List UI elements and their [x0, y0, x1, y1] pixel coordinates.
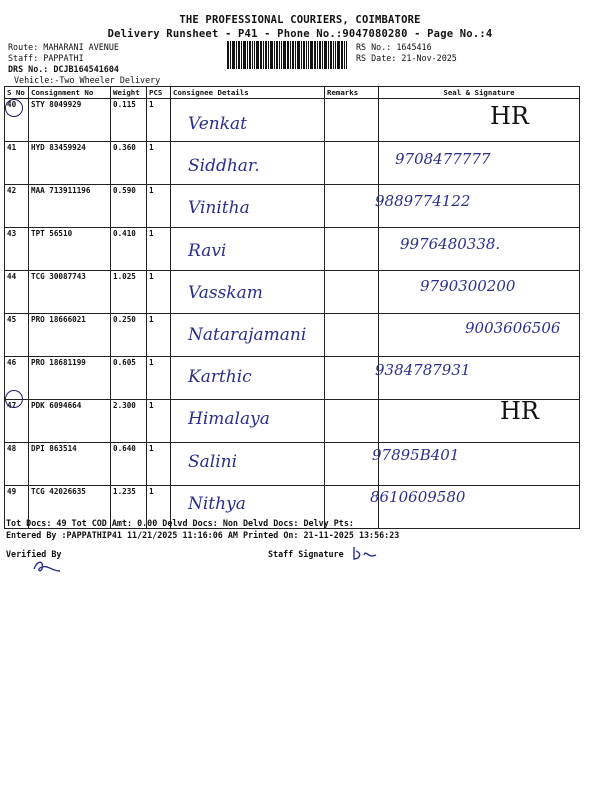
- totals-line: Tot Docs: 49 Tot COD Amt: 0.00 Delvd Docs: Non Delvd Docs: Delvy Pts:: [6, 518, 354, 528]
- cell-sno: 40: [5, 99, 29, 142]
- handwritten-consignee: Siddhar.: [188, 156, 260, 177]
- cell-sno: 46: [5, 357, 29, 400]
- cell-weight: 0.640: [111, 443, 147, 486]
- remarks-cell: [325, 99, 379, 142]
- runsheet-table: [4, 86, 580, 529]
- cell-pcs: 1: [147, 142, 171, 185]
- col-header-sno: S No: [5, 87, 29, 99]
- sno-circle-mark: [5, 390, 23, 408]
- staff-label: Staff: PAPPATHI: [8, 53, 84, 63]
- cell-sno: 43: [5, 228, 29, 271]
- cell-weight: 0.590: [111, 185, 147, 228]
- entered-by-line: Entered By :PAPPATHIP41 11/21/2025 11:16:06 AM Printed On: 21-11-2025 13:56:23: [6, 530, 400, 540]
- handwritten-seal-signature: 9384787931: [375, 361, 471, 380]
- cell-weight: 1.025: [111, 271, 147, 314]
- remarks-cell: [325, 142, 379, 185]
- cell-consignment: TCG 30087743: [29, 271, 111, 314]
- handwritten-seal-signature: 9976480338.: [400, 234, 501, 253]
- cell-sno: 41: [5, 142, 29, 185]
- cell-weight: 0.410: [111, 228, 147, 271]
- rs-number: RS No.: 1645416: [356, 42, 432, 52]
- table-row: [5, 142, 580, 185]
- cell-pcs: 1: [147, 314, 171, 357]
- cell-sno: 48: [5, 443, 29, 486]
- route-label: Route: MAHARANI AVENUE: [8, 42, 119, 52]
- remarks-cell: [325, 228, 379, 271]
- cell-sno: 47: [5, 400, 29, 443]
- handwritten-seal-signature: 9708477777: [395, 150, 491, 169]
- cell-pcs: 1: [147, 271, 171, 314]
- cell-weight: 0.605: [111, 357, 147, 400]
- cell-pcs: 1: [147, 400, 171, 443]
- cell-pcs: 1: [147, 486, 171, 529]
- col-header-consignee: Consignee Details: [171, 87, 325, 99]
- handwritten-consignee: Venkat: [188, 114, 247, 134]
- cell-weight: 0.250: [111, 314, 147, 357]
- seal-cell: [379, 400, 580, 443]
- cell-consignment: HYD 83459924: [29, 142, 111, 185]
- cell-sno: 44: [5, 271, 29, 314]
- handwritten-seal-signature: 9790300200: [420, 276, 516, 295]
- handwritten-consignee: Salini: [188, 451, 238, 472]
- cell-pcs: 1: [147, 99, 171, 142]
- sno-circle-mark: [5, 99, 23, 117]
- cell-sno: 49: [5, 486, 29, 529]
- cell-pcs: 1: [147, 443, 171, 486]
- barcode-image: [227, 41, 347, 69]
- handwritten-consignee: Natarajamani: [188, 325, 307, 345]
- remarks-cell: [325, 185, 379, 228]
- cell-consignment: PRO 18666021: [29, 314, 111, 357]
- cell-sno: 42: [5, 185, 29, 228]
- cell-consignment: DPI 863514: [29, 443, 111, 486]
- cell-pcs: 1: [147, 185, 171, 228]
- cell-pcs: 1: [147, 228, 171, 271]
- cell-pcs: 1: [147, 357, 171, 400]
- document-subtitle: Delivery Runsheet - P41 - Phone No.:9047080280 - Page No.:4: [107, 28, 493, 40]
- handwritten-consignee: Ravi: [188, 240, 227, 261]
- remarks-cell: [325, 400, 379, 443]
- document-title: THE PROFESSIONAL COURIERS, COIMBATORE: [179, 14, 421, 26]
- table-row: [5, 357, 580, 400]
- cell-weight: 1.235: [111, 486, 147, 529]
- cell-consignment: STY 8049929: [29, 99, 111, 142]
- handwritten-seal-signature: HR: [500, 397, 539, 426]
- remarks-cell: [325, 314, 379, 357]
- verified-by-label: Verified By: [6, 549, 62, 559]
- cell-weight: 0.115: [111, 99, 147, 142]
- handwritten-seal-signature: 9003606506: [465, 319, 561, 337]
- remarks-cell: [325, 357, 379, 400]
- handwritten-seal-signature: 8610609580: [370, 487, 466, 506]
- handwritten-seal-signature: 9889774122: [375, 192, 471, 211]
- rs-date: RS Date: 21-Nov-2025: [356, 53, 457, 63]
- handwritten-seal-signature: 97895B401: [372, 445, 460, 464]
- cell-weight: 2.300: [111, 400, 147, 443]
- col-header-consignment: Consignment No: [29, 87, 111, 99]
- handwritten-consignee: Vinitha: [188, 198, 250, 219]
- cell-consignment: PDK 6094664: [29, 400, 111, 443]
- col-header-seal: Seal & Signature: [379, 87, 580, 99]
- table-row: [5, 443, 580, 486]
- col-header-remarks: Remarks: [325, 87, 379, 99]
- cell-consignment: TPT 56510: [29, 228, 111, 271]
- table-header-row: [5, 87, 580, 99]
- col-header-weight: Weight: [111, 87, 147, 99]
- col-header-pcs: PCS: [147, 87, 171, 99]
- cell-weight: 0.360: [111, 142, 147, 185]
- table-row: [5, 185, 580, 228]
- remarks-cell: [325, 271, 379, 314]
- cell-consignment: MAA 713911196: [29, 185, 111, 228]
- staff-signature: [350, 543, 380, 563]
- cell-consignment: TCG 42026635: [29, 486, 111, 529]
- drs-number: DRS No.: DCJB164541604: [8, 64, 119, 74]
- cell-consignment: PRO 18681199: [29, 357, 111, 400]
- cell-sno: 45: [5, 314, 29, 357]
- handwritten-consignee: Himalaya: [188, 409, 270, 430]
- handwritten-seal-signature: HR: [490, 102, 529, 130]
- verified-signature: [30, 557, 66, 577]
- handwritten-consignee: Vasskam: [188, 282, 263, 303]
- handwritten-consignee: Karthic: [188, 367, 252, 388]
- vehicle-label: Vehicle:-Two Wheeler Delivery: [14, 75, 161, 85]
- staff-signature-label: Staff Signature: [268, 549, 344, 559]
- table-row: [5, 400, 580, 443]
- remarks-cell: [325, 443, 379, 486]
- handwritten-consignee: Nithya: [188, 493, 246, 514]
- seal-cell: [379, 99, 580, 142]
